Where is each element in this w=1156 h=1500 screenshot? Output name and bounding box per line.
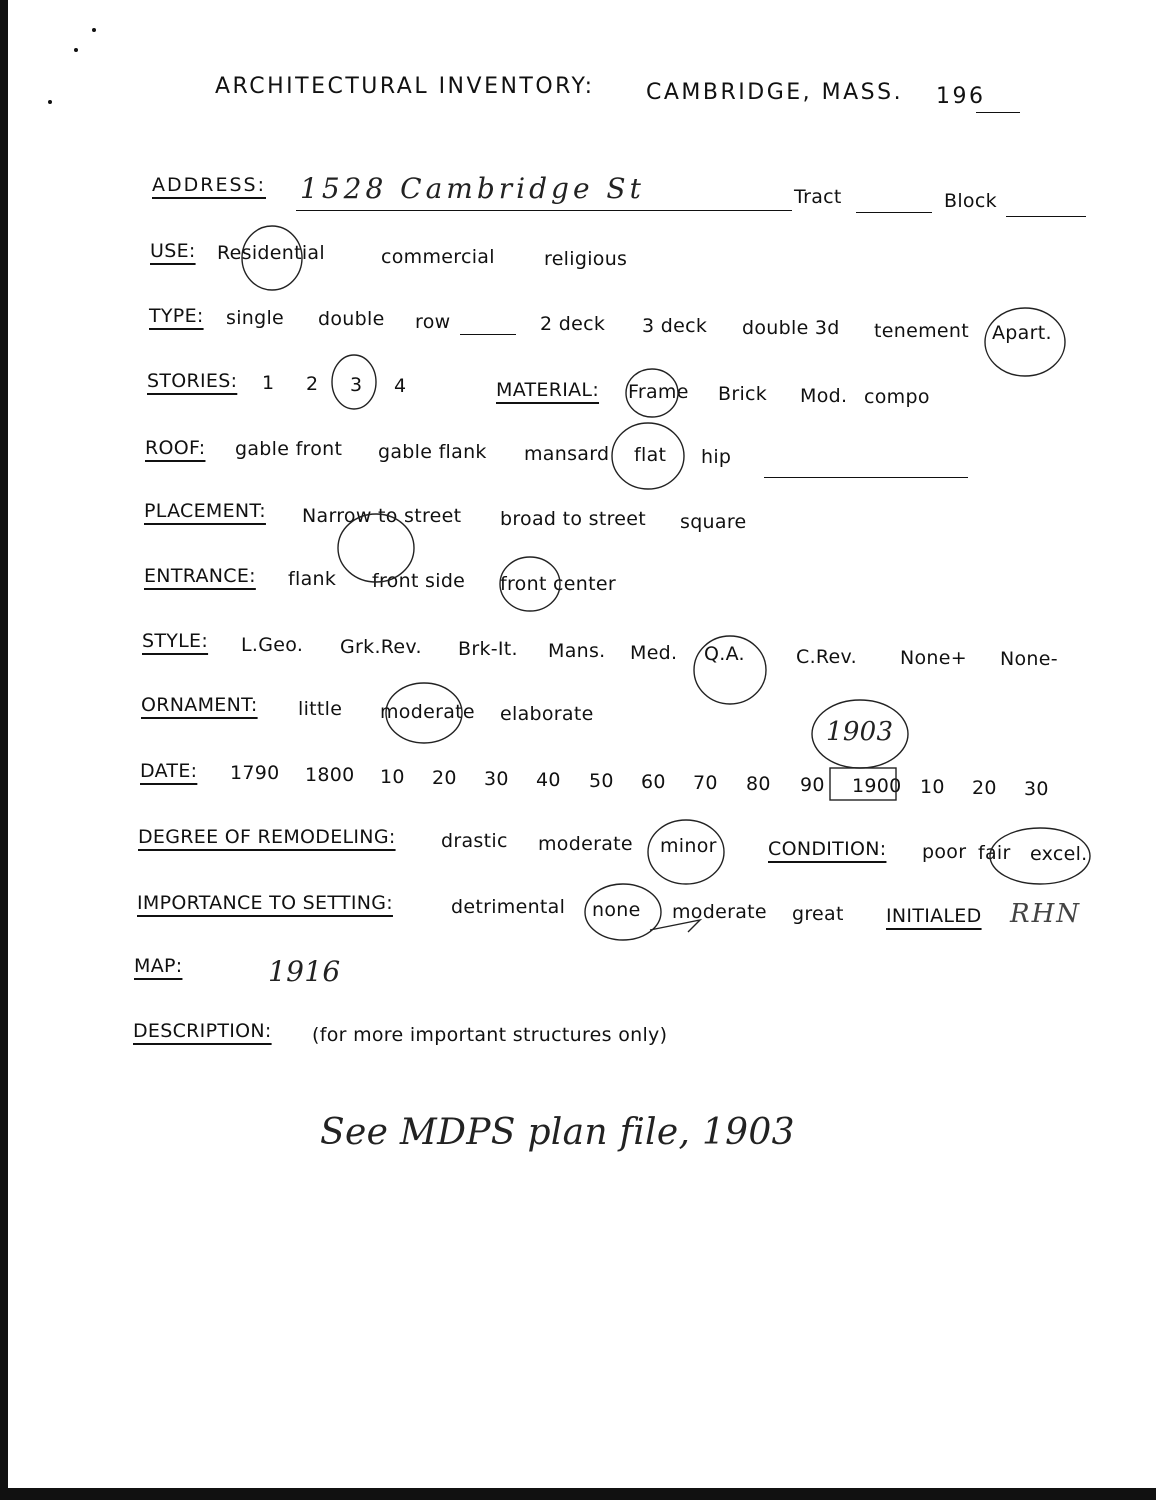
use-option-commercial: commercial — [381, 246, 495, 268]
style-option-none-plus: None+ — [900, 647, 967, 669]
remodeling-label: DEGREE OF REMODELING: — [138, 826, 396, 848]
date-option-1930: 30 — [1024, 778, 1049, 800]
style-option-mans: Mans. — [548, 640, 606, 662]
ornament-option-moderate: moderate — [380, 701, 475, 723]
date-option-70: 70 — [693, 772, 718, 794]
type-option-2-deck: 2 deck — [540, 313, 606, 335]
date-option-1900: 1900 — [852, 775, 902, 797]
importance-label: IMPORTANCE TO SETTING: — [137, 892, 393, 914]
material-option-frame: Frame — [628, 381, 689, 403]
placement-option-narrow: Narrow to street — [302, 505, 462, 527]
ornament-option-little: little — [298, 698, 343, 720]
date-option-1920: 20 — [972, 777, 997, 799]
address-line — [296, 210, 792, 211]
scan-speck — [48, 100, 52, 104]
roof-option-mansard: mansard — [524, 443, 610, 465]
style-option-crev: C.Rev. — [796, 646, 857, 668]
placement-option-broad: broad to street — [500, 508, 647, 530]
condition-label: CONDITION: — [768, 838, 887, 860]
importance-option-none: none — [592, 899, 641, 921]
date-option-10: 10 — [380, 766, 405, 788]
block-blank — [1006, 216, 1086, 217]
date-handwritten: 1903 — [826, 717, 894, 747]
use-option-residential: Residential — [217, 242, 325, 264]
date-option-1800: 1800 — [305, 764, 355, 786]
type-label: TYPE: — [149, 305, 204, 327]
material-option-compo: compo — [864, 386, 930, 408]
form-location: CAMBRIDGE, MASS. — [646, 80, 904, 105]
condition-option-fair: fair — [978, 842, 1011, 864]
stories-option-4: 4 — [394, 375, 407, 397]
date-option-80: 80 — [746, 773, 771, 795]
condition-option-poor: poor — [922, 841, 967, 863]
importance-option-great: great — [792, 903, 844, 925]
form-title: ARCHITECTURAL INVENTORY: — [215, 74, 595, 99]
tract-blank — [856, 212, 932, 213]
stories-option-3: 3 — [350, 374, 363, 396]
roof-label: ROOF: — [145, 437, 206, 459]
scan-speck — [92, 28, 96, 32]
description-label: DESCRIPTION: — [133, 1020, 272, 1042]
material-option-brick: Brick — [718, 383, 768, 405]
roof-option-hip: hip — [701, 446, 732, 468]
type-option-double: double — [318, 308, 385, 330]
date-option-1910: 10 — [920, 776, 945, 798]
style-option-qa: Q.A. — [704, 643, 745, 665]
type-option-row: row — [415, 311, 451, 333]
remodeling-option-drastic: drastic — [441, 830, 508, 852]
address-value: 1528 Cambridge St — [300, 172, 645, 205]
style-option-med: Med. — [630, 642, 678, 664]
ornament-option-elaborate: elaborate — [500, 703, 594, 725]
scan-speck — [74, 48, 78, 52]
roof-option-flat: flat — [634, 444, 667, 466]
entrance-option-flank: flank — [288, 568, 337, 590]
date-option-20: 20 — [432, 767, 457, 789]
ornament-label: ORNAMENT: — [141, 694, 258, 716]
remodeling-option-minor: minor — [660, 835, 717, 857]
entrance-option-front-side: front side — [372, 570, 466, 592]
type-option-tenement: tenement — [874, 320, 969, 342]
scan-bottom-edge — [0, 1488, 1156, 1500]
entrance-option-front-center: front center — [500, 573, 616, 595]
condition-option-excel: excel. — [1030, 843, 1088, 865]
roof-option-gable-front: gable front — [235, 438, 343, 460]
stories-option-2: 2 — [306, 373, 319, 395]
tract-label: Tract — [794, 186, 842, 208]
type-option-3-deck: 3 deck — [642, 315, 708, 337]
handwritten-note: See MDPS plan file, 1903 — [320, 1112, 795, 1153]
placement-option-square: square — [680, 511, 747, 533]
style-option-lgeo: L.Geo. — [241, 634, 304, 656]
stories-option-1: 1 — [262, 372, 275, 394]
roof-option-gable-flank: gable flank — [378, 441, 487, 463]
type-option-double-3d: double 3d — [742, 317, 840, 339]
use-option-religious: religious — [544, 248, 628, 270]
date-option-50: 50 — [589, 770, 614, 792]
date-option-60: 60 — [641, 771, 666, 793]
row-blank — [460, 334, 516, 335]
description-note: (for more important structures only) — [312, 1024, 668, 1046]
date-option-90: 90 — [800, 774, 825, 796]
form-year-prefix: 196 — [936, 84, 986, 109]
address-label: ADDRESS: — [152, 174, 266, 196]
initialed-value: RHN — [1010, 899, 1081, 929]
date-label: DATE: — [140, 760, 198, 782]
entrance-label: ENTRANCE: — [144, 565, 256, 587]
date-option-1790: 1790 — [230, 762, 280, 784]
date-option-30: 30 — [484, 768, 509, 790]
style-option-none-minus: None- — [1000, 648, 1058, 670]
remodeling-option-moderate: moderate — [538, 833, 633, 855]
use-label: USE: — [150, 240, 196, 262]
importance-option-detrimental: detrimental — [451, 896, 566, 918]
placement-label: PLACEMENT: — [144, 500, 266, 522]
map-value: 1916 — [268, 955, 341, 988]
type-option-single: single — [226, 307, 285, 329]
scan-edge — [0, 0, 8, 1500]
map-label: MAP: — [134, 955, 183, 977]
style-label: STYLE: — [142, 630, 209, 652]
year-blank — [976, 112, 1020, 113]
importance-option-moderate: moderate — [672, 901, 767, 923]
stories-label: STORIES: — [147, 370, 238, 392]
type-option-apart: Apart. — [992, 322, 1052, 344]
date-option-40: 40 — [536, 769, 561, 791]
material-label: MATERIAL: — [496, 379, 600, 401]
material-option-mod: Mod. — [800, 385, 848, 407]
initialed-label: INITIALED — [886, 905, 982, 927]
style-option-brkit: Brk-It. — [458, 638, 518, 660]
style-option-grkrev: Grk.Rev. — [340, 636, 422, 658]
block-label: Block — [944, 190, 997, 212]
roof-blank — [764, 477, 968, 478]
